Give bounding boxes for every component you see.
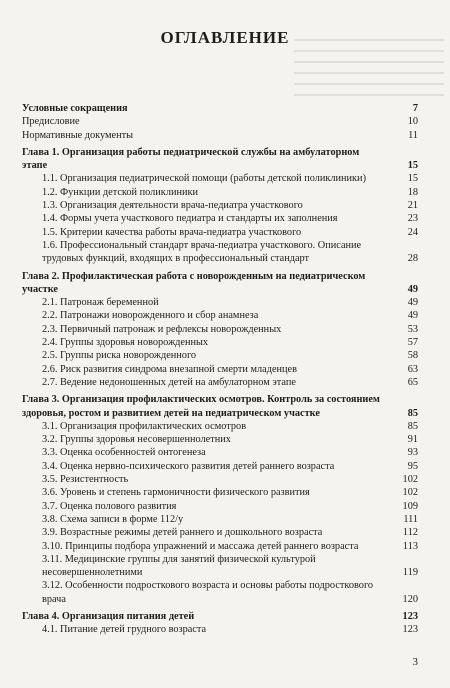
toc-entry <box>22 102 418 115</box>
toc-entry <box>22 623 418 636</box>
toc-entry-title: Глава 2. Профилактическая работа с новорожденным на педиатрическом участке <box>22 270 366 295</box>
toc-entry <box>22 309 418 322</box>
toc-entry <box>22 172 418 185</box>
toc-entry-page: 85 <box>407 407 418 419</box>
toc-entry-page: 113 <box>402 540 418 552</box>
toc-entry-title: 3.4. Оценка нервно-психического развития детей раннего возраста <box>42 460 335 472</box>
toc-entry-title: 3.10. Принципы подбора упражнений и массажа детей раннего возраста <box>42 540 359 552</box>
toc-entry-title: 3.8. Схема записи в форме 112/у <box>42 513 184 525</box>
toc-entry <box>22 376 418 389</box>
toc-entry-title: 3.9. Возрастные режимы детей раннего и дошкольного возраста <box>42 527 323 539</box>
toc-entry <box>22 460 418 473</box>
toc-entry-title: 3.6. Уровень и степень гармоничности физического развития <box>42 487 310 499</box>
toc-entry-page: 120 <box>402 593 418 605</box>
toc-entry-page: 57 <box>407 337 418 349</box>
toc-entry <box>22 526 418 539</box>
toc-entry <box>22 579 418 606</box>
toc-entry-page: 24 <box>407 226 418 238</box>
toc-entry <box>22 239 418 266</box>
toc-entry-title: 2.7. Ведение недоношенных детей на амбулаторном этапе <box>42 376 296 388</box>
toc-entry-page: 102 <box>402 474 418 486</box>
toc-chapter <box>22 270 418 297</box>
toc-entry <box>22 553 418 580</box>
toc-chapter <box>22 610 418 623</box>
toc-entry-title: 4.1. Питание детей грудного возраста <box>42 624 207 636</box>
page-number: 3 <box>412 656 418 668</box>
toc-entry-page: 28 <box>407 253 418 265</box>
toc-entry-page: 7 <box>412 103 418 114</box>
toc-entry-title: Глава 4. Организация питания детей <box>22 610 195 622</box>
toc-entry-page: 65 <box>407 376 418 388</box>
toc-entry-title: Глава 3. Организация профилактических осмотров. Контроль за состоянием здоровья, ростом и развитием детей на педиатрическом участке <box>22 394 380 419</box>
toc-entry-title: 2.6. Риск развития синдрома внезапной смерти младенцев <box>42 363 297 375</box>
toc-chapter <box>22 146 418 173</box>
toc-entry <box>22 433 418 446</box>
toc-entry-page: 119 <box>402 567 418 579</box>
toc-entry-title: Предисловие <box>22 116 80 128</box>
toc-entry-title: 2.4. Группы здоровья новорожденных <box>42 337 209 349</box>
toc-chapter <box>22 393 418 420</box>
toc-entry-title: 3.2. Группы здоровья несовершеннолетних <box>42 434 231 446</box>
toc-entry-page: 53 <box>407 323 418 335</box>
toc-entry <box>22 323 418 336</box>
toc-entry <box>22 446 418 459</box>
toc-entry <box>22 420 418 433</box>
toc-entry-page: 123 <box>402 610 418 622</box>
toc-entry-page: 49 <box>407 297 418 309</box>
toc-entry <box>22 473 418 486</box>
toc-entry-page: 49 <box>407 310 418 322</box>
toc-entry <box>22 540 418 553</box>
toc-entry-title: 2.5. Группы риска новорожденного <box>42 350 197 362</box>
toc-entry <box>22 486 418 499</box>
toc-entry-title: 2.2. Патронажи новорожденного и сбор анамнеза <box>42 310 259 322</box>
toc-entry <box>22 129 418 142</box>
toc-entry <box>22 296 418 309</box>
toc-entry-page: 91 <box>407 434 418 446</box>
toc-entry <box>22 513 418 526</box>
toc-entry-page: 15 <box>407 160 418 172</box>
toc-entry <box>22 363 418 376</box>
toc-entry-page: 102 <box>402 487 418 499</box>
toc-entry-title: 2.3. Первичный патронаж и рефлексы новорожденных <box>42 323 282 335</box>
toc-entry-title: 1.3. Организация деятельности врача-педиатра участкового <box>42 200 303 212</box>
toc-entry-title: 3.11. Медицинские группы для занятий физической культурой несовершеннолетними <box>42 553 316 579</box>
toc-entry-page: 18 <box>407 186 418 198</box>
toc-entry <box>22 500 418 513</box>
toc-entry-page: 123 <box>402 624 418 636</box>
toc-entry-title: 3.7. Оценка полового развития <box>42 500 177 512</box>
toc-entry-page: 10 <box>407 116 418 128</box>
toc-entry-title: 3.1. Организация профилактических осмотров <box>42 420 247 432</box>
toc-entry <box>22 336 418 349</box>
toc-entry-title: 3.12. Особенности подросткового возраста и основы работы подросткового врача <box>42 580 374 605</box>
toc-entry-title: Условные сокращения <box>22 103 128 114</box>
toc-entry-title: 1.5. Критерии качества работы врача-педиатра участкового <box>42 226 302 238</box>
toc-entry-page: 111 <box>403 513 418 525</box>
toc-entry-page: 93 <box>407 447 418 459</box>
toc-entry <box>22 115 418 128</box>
toc-entry-page: 21 <box>407 200 418 212</box>
toc-entry <box>22 212 418 225</box>
toc-entry-title: 3.5. Резистентность <box>42 474 129 486</box>
toc-entry <box>22 186 418 199</box>
toc-entry-title: Глава 1. Организация работы педиатрической службы на амбулаторном этапе <box>22 146 360 172</box>
toc-entry-page: 85 <box>407 420 418 432</box>
toc-entry-page: 58 <box>407 350 418 362</box>
toc-entry-page: 109 <box>402 500 418 512</box>
page-title: ОГЛАВЛЕНИЕ <box>160 28 290 47</box>
toc-entry-page: 15 <box>407 173 418 185</box>
toc-entry-title: 1.6. Профессиональный стандарт врача-педиатра участкового. Описание трудовых функций, входящих в профессиональный стандарт <box>42 239 362 265</box>
toc-entry-title: 1.2. Функции детской поликлиники <box>42 186 198 198</box>
toc-entry-page: 112 <box>402 527 418 539</box>
toc-entry-title: 2.1. Патронаж беременной <box>42 297 159 309</box>
toc-entry-page: 23 <box>407 213 418 225</box>
toc-entry-page: 95 <box>407 460 418 472</box>
toc-entry <box>22 199 418 212</box>
toc-entry-title: Нормативные документы <box>22 129 134 141</box>
toc-entry-page: 11 <box>408 129 418 141</box>
toc-entry-title: 1.1. Организация педиатрической помощи (работы детской поликлиники) <box>42 173 366 185</box>
table-of-contents <box>22 102 418 637</box>
toc-entry-title: 1.4. Формы учета участкового педиатра и стандарты их заполнения <box>42 213 338 225</box>
toc-entry <box>22 226 418 239</box>
toc-entry-page: 63 <box>407 363 418 375</box>
toc-entry-page: 49 <box>407 283 418 295</box>
toc-entry <box>22 349 418 362</box>
toc-entry-title: 3.3. Оценка особенностей онтогенеза <box>42 447 206 459</box>
